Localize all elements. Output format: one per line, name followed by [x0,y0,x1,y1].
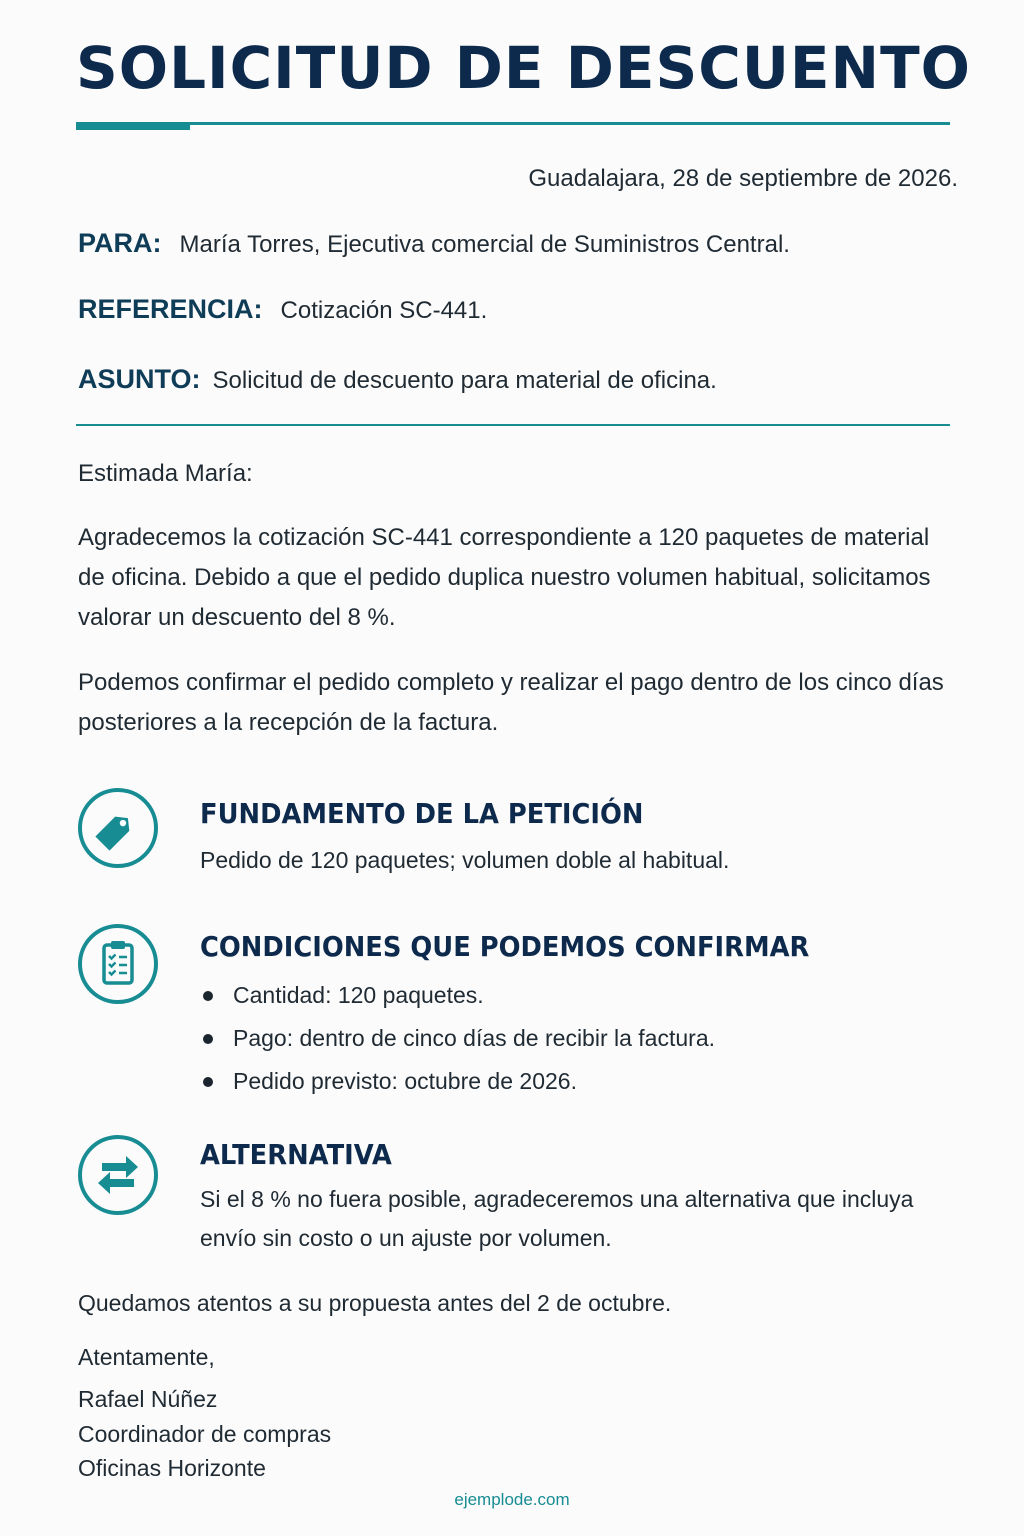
greeting: Estimada María: [78,460,253,487]
price-tag-icon [78,788,158,868]
section-title-alternativa: ALTERNATIVA [200,1138,392,1171]
section-text-fundamento: Pedido de 120 paquetes; volumen doble al habitual. [200,847,730,873]
signer-role: Coordinador de compras [78,1421,332,1447]
conditions-list [200,974,715,1103]
reference-value: Cotización SC-441. [280,297,488,324]
recipient-line [78,228,790,259]
section-title-condiciones: CONDICIONES QUE PODEMOS CONFIRMAR [200,930,810,963]
salutation: Atentamente, [78,1344,215,1370]
signer-name: Rafael Núñez [78,1386,218,1412]
subject-label: ASUNTO: [78,364,201,394]
header-divider [76,424,950,426]
section-title-fundamento: FUNDAMENTO DE LA PETICIÓN [200,797,644,830]
body-paragraph-2: Podemos confirmar el pedido completo y realizar el pago dentro de los cinco días posteriores a la recepción de la factura. [78,669,944,736]
closing-line: Quedamos atentos a su propuesta antes del 2 de octubre. [78,1290,672,1316]
body-paragraph-1: Agradecemos la cotización SC-441 correspondiente a 120 paquetes de material de oficina. Debido a que el pedido duplica nuestro volumen habitual, solicitamos valorar un descuento del 8 %. [78,524,931,631]
list-item: Pago: dentro de cinco días de recibir la factura. [200,1017,715,1060]
letter-date: Guadalajara, 28 de septiembre de 2026. [528,165,958,192]
footer-link[interactable]: ejemplode.com [454,1490,570,1509]
list-item: Cantidad: 120 paquetes. [200,974,715,1017]
document-title: SOLICITUD DE DESCUENTO [76,34,971,102]
clipboard-checklist-icon [78,924,158,1004]
title-underline-accent [76,122,190,130]
exchange-arrows-icon [78,1135,158,1215]
subject-line [78,364,717,395]
recipient-value: María Torres, Ejecutiva comercial de Suministros Central. [179,231,790,258]
reference-line [78,294,487,325]
list-item: Pedido previsto: octubre de 2026. [200,1060,715,1103]
reference-label: REFERENCIA: [78,294,263,324]
recipient-label: PARA: [78,228,162,258]
section-text-alternativa: Si el 8 % no fuera posible, agradeceremos una alternativa que incluya envío sin costo o un ajuste por volumen. [200,1186,914,1251]
subject-value: Solicitud de descuento para material de oficina. [212,367,717,394]
title-underline [76,122,950,125]
signer-company: Oficinas Horizonte [78,1455,266,1481]
